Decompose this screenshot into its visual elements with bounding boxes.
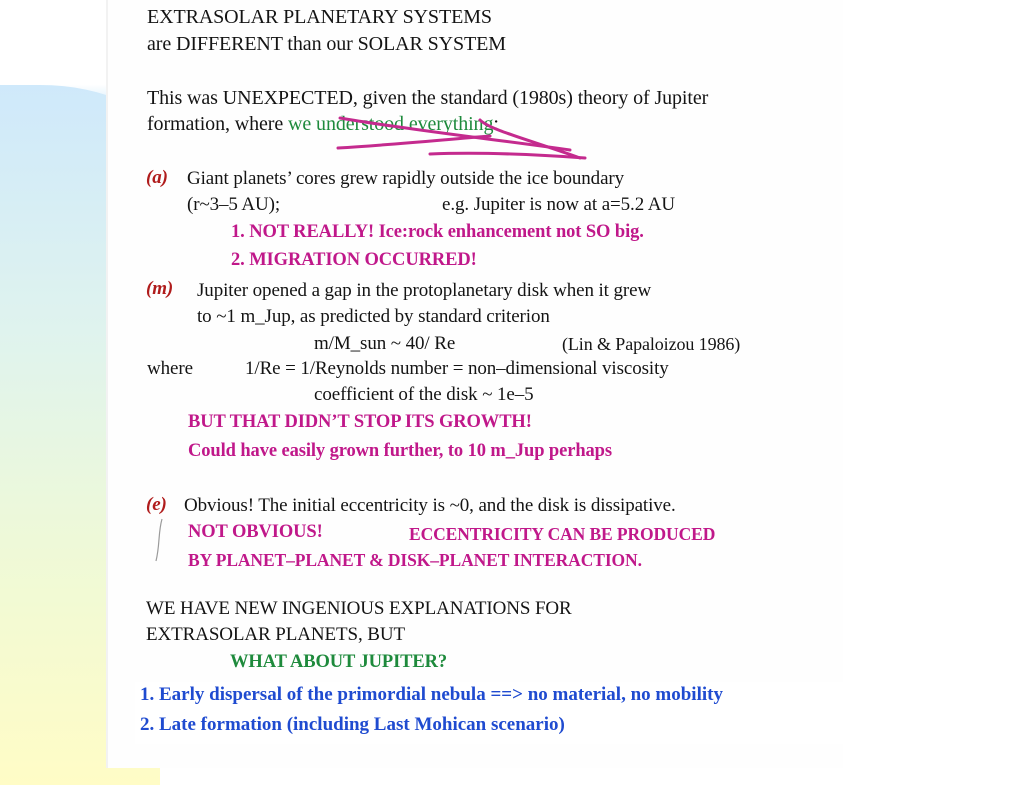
section-e-note-left: NOT OBVIOUS!	[188, 522, 323, 542]
caption-line-2: 2. Late formation (including Last Mohican scenario)	[140, 714, 565, 735]
section-m-citation: (Lin & Papaloizou 1986)	[562, 334, 741, 354]
conclusion-line-1: WE HAVE NEW INGENIOUS EXPLANATIONS FOR	[146, 598, 572, 619]
where-definition-2: coefficient of the disk ~ 1e–5	[314, 384, 534, 405]
intro-line-2-suffix: :	[493, 113, 499, 135]
conclusion-line-2: EXTRASOLAR PLANETS, BUT	[146, 624, 405, 645]
section-a-line-1: Giant planets’ cores grew rapidly outside the ice boundary	[187, 168, 625, 189]
section-m-formula: m/M_sun ~ 40/ Re	[314, 333, 456, 354]
section-a-line-2-left: (r~3–5 AU);	[187, 194, 281, 215]
crossed-out-phrase: we understood everything	[288, 113, 494, 135]
section-m-label: (m)	[146, 278, 174, 299]
section-a-note-1: 1. NOT REALLY! Ice:rock enhancement not SO big.	[231, 222, 644, 242]
section-e-note-right: ECCENTRICITY CAN BE PRODUCED	[409, 524, 716, 544]
section-a-line-2-right: e.g. Jupiter is now at a=5.2 AU	[442, 194, 675, 215]
section-a-label: (a)	[146, 167, 168, 188]
section-e-note-line-2: BY PLANET–PLANET & DISK–PLANET INTERACTION.	[188, 550, 642, 570]
title-line-1: EXTRASOLAR PLANETARY SYSTEMS	[147, 6, 492, 28]
section-m-line-1: Jupiter opened a gap in the protoplanetary disk when it grew	[197, 280, 652, 301]
caption-line-1: 1. Early dispersal of the primordial nebula ==> no material, no mobility	[140, 684, 723, 705]
intro-line-1: This was UNEXPECTED, given the standard (1980s) theory of Jupiter	[147, 87, 709, 109]
where-definition: 1/Re = 1/Reynolds number = non–dimensional viscosity	[245, 358, 669, 379]
section-m-line-2: to ~1 m_Jup, as predicted by standard criterion	[197, 306, 550, 327]
section-e-label: (e)	[146, 494, 167, 515]
section-m-note-1: BUT THAT DIDN’T STOP ITS GROWTH!	[188, 412, 532, 432]
section-a-note-2: 2. MIGRATION OCCURRED!	[231, 250, 477, 270]
section-e-line-1: Obvious! The initial eccentricity is ~0, and the disk is dissipative.	[184, 495, 676, 516]
intro-line-2-prefix: formation, where	[147, 113, 289, 135]
margin-pen-mark	[150, 515, 170, 565]
title-line-2: are DIFFERENT than our SOLAR SYSTEM	[147, 33, 506, 55]
where-label: where	[147, 358, 193, 379]
handwritten-cross-out	[330, 110, 600, 162]
conclusion-line-3: WHAT ABOUT JUPITER?	[230, 652, 448, 672]
section-m-note-2: Could have easily grown further, to 10 m_Jup perhaps	[188, 441, 612, 461]
